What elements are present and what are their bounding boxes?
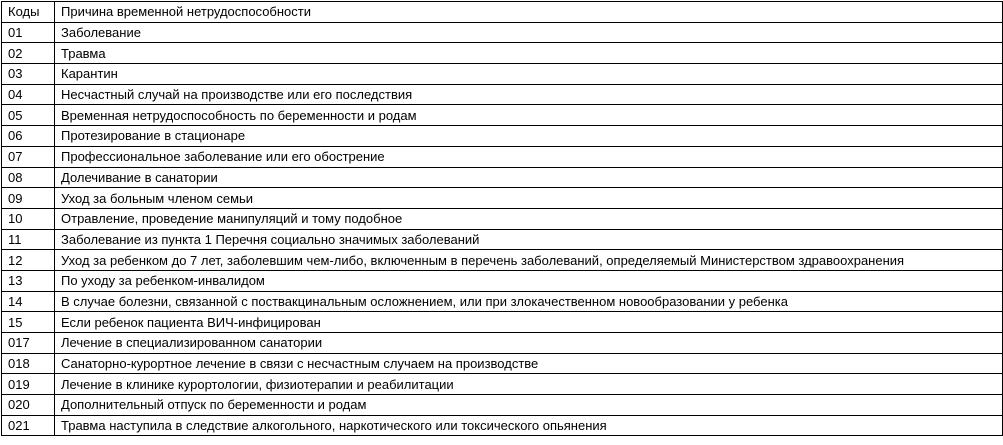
reason-cell: Если ребенок пациента ВИЧ-инфицирован xyxy=(55,312,1003,333)
codes-table xyxy=(1,1,1003,436)
code-cell: 06 xyxy=(2,126,55,147)
table-row xyxy=(2,333,1003,354)
code-cell: 020 xyxy=(2,395,55,416)
table-row xyxy=(2,84,1003,105)
code-cell: 09 xyxy=(2,188,55,209)
reason-cell: Травма наступила в следствие алкогольного, наркотического или токсического опьянения xyxy=(55,415,1003,436)
code-cell: 021 xyxy=(2,415,55,436)
code-cell: 018 xyxy=(2,353,55,374)
reason-cell: Лечение в клинике курортологии, физиотерапии и реабилитации xyxy=(55,374,1003,395)
table-row xyxy=(2,291,1003,312)
table-row xyxy=(2,229,1003,250)
table-body xyxy=(2,22,1003,436)
table-row xyxy=(2,415,1003,436)
table-row xyxy=(2,374,1003,395)
code-cell: 14 xyxy=(2,291,55,312)
code-cell: 11 xyxy=(2,229,55,250)
code-cell: 10 xyxy=(2,208,55,229)
table-row xyxy=(2,208,1003,229)
reason-cell: Уход за ребенком до 7 лет, заболевшим чем-либо, включенным в перечень заболеваний, определяемый Министерством здравоохранения xyxy=(55,250,1003,271)
reason-cell: Профессиональное заболевание или его обострение xyxy=(55,146,1003,167)
table-row xyxy=(2,250,1003,271)
table-row xyxy=(2,353,1003,374)
code-cell: 03 xyxy=(2,64,55,85)
header-code: Коды xyxy=(2,2,55,23)
reason-cell: Дополнительный отпуск по беременности и родам xyxy=(55,395,1003,416)
code-cell: 05 xyxy=(2,105,55,126)
reason-cell: Травма xyxy=(55,43,1003,64)
reason-cell: Заболевание из пункта 1 Перечня социально значимых заболеваний xyxy=(55,229,1003,250)
header-reason: Причина временной нетрудоспособности xyxy=(55,2,1003,23)
code-cell: 12 xyxy=(2,250,55,271)
table-row xyxy=(2,105,1003,126)
code-cell: 15 xyxy=(2,312,55,333)
reason-cell: Отравление, проведение манипуляций и тому подобное xyxy=(55,208,1003,229)
reason-cell: Уход за больным членом семьи xyxy=(55,188,1003,209)
table-row xyxy=(2,270,1003,291)
reason-cell: Долечивание в санатории xyxy=(55,167,1003,188)
reason-cell: Заболевание xyxy=(55,22,1003,43)
table-row xyxy=(2,188,1003,209)
reason-cell: По уходу за ребенком-инвалидом xyxy=(55,270,1003,291)
code-cell: 04 xyxy=(2,84,55,105)
code-cell: 019 xyxy=(2,374,55,395)
table-row xyxy=(2,22,1003,43)
reason-cell: Протезирование в стационаре xyxy=(55,126,1003,147)
table-header-row xyxy=(2,2,1003,23)
code-cell: 017 xyxy=(2,333,55,354)
code-cell: 02 xyxy=(2,43,55,64)
table-row xyxy=(2,312,1003,333)
code-cell: 13 xyxy=(2,270,55,291)
table-row xyxy=(2,146,1003,167)
reason-cell: Санаторно-курортное лечение в связи с несчастным случаем на производстве xyxy=(55,353,1003,374)
table-row xyxy=(2,126,1003,147)
reason-cell: В случае болезни, связанной с поствакцинальным осложнением, или при злокачественном новообразовании у ребенка xyxy=(55,291,1003,312)
reason-cell: Несчастный случай на производстве или его последствия xyxy=(55,84,1003,105)
reason-cell: Лечение в специализированном санатории xyxy=(55,333,1003,354)
reason-cell: Временная нетрудоспособность по беременности и родам xyxy=(55,105,1003,126)
table-row xyxy=(2,395,1003,416)
table-row xyxy=(2,167,1003,188)
table-row xyxy=(2,43,1003,64)
table-row xyxy=(2,64,1003,85)
code-cell: 01 xyxy=(2,22,55,43)
reason-cell: Карантин xyxy=(55,64,1003,85)
code-cell: 08 xyxy=(2,167,55,188)
code-cell: 07 xyxy=(2,146,55,167)
